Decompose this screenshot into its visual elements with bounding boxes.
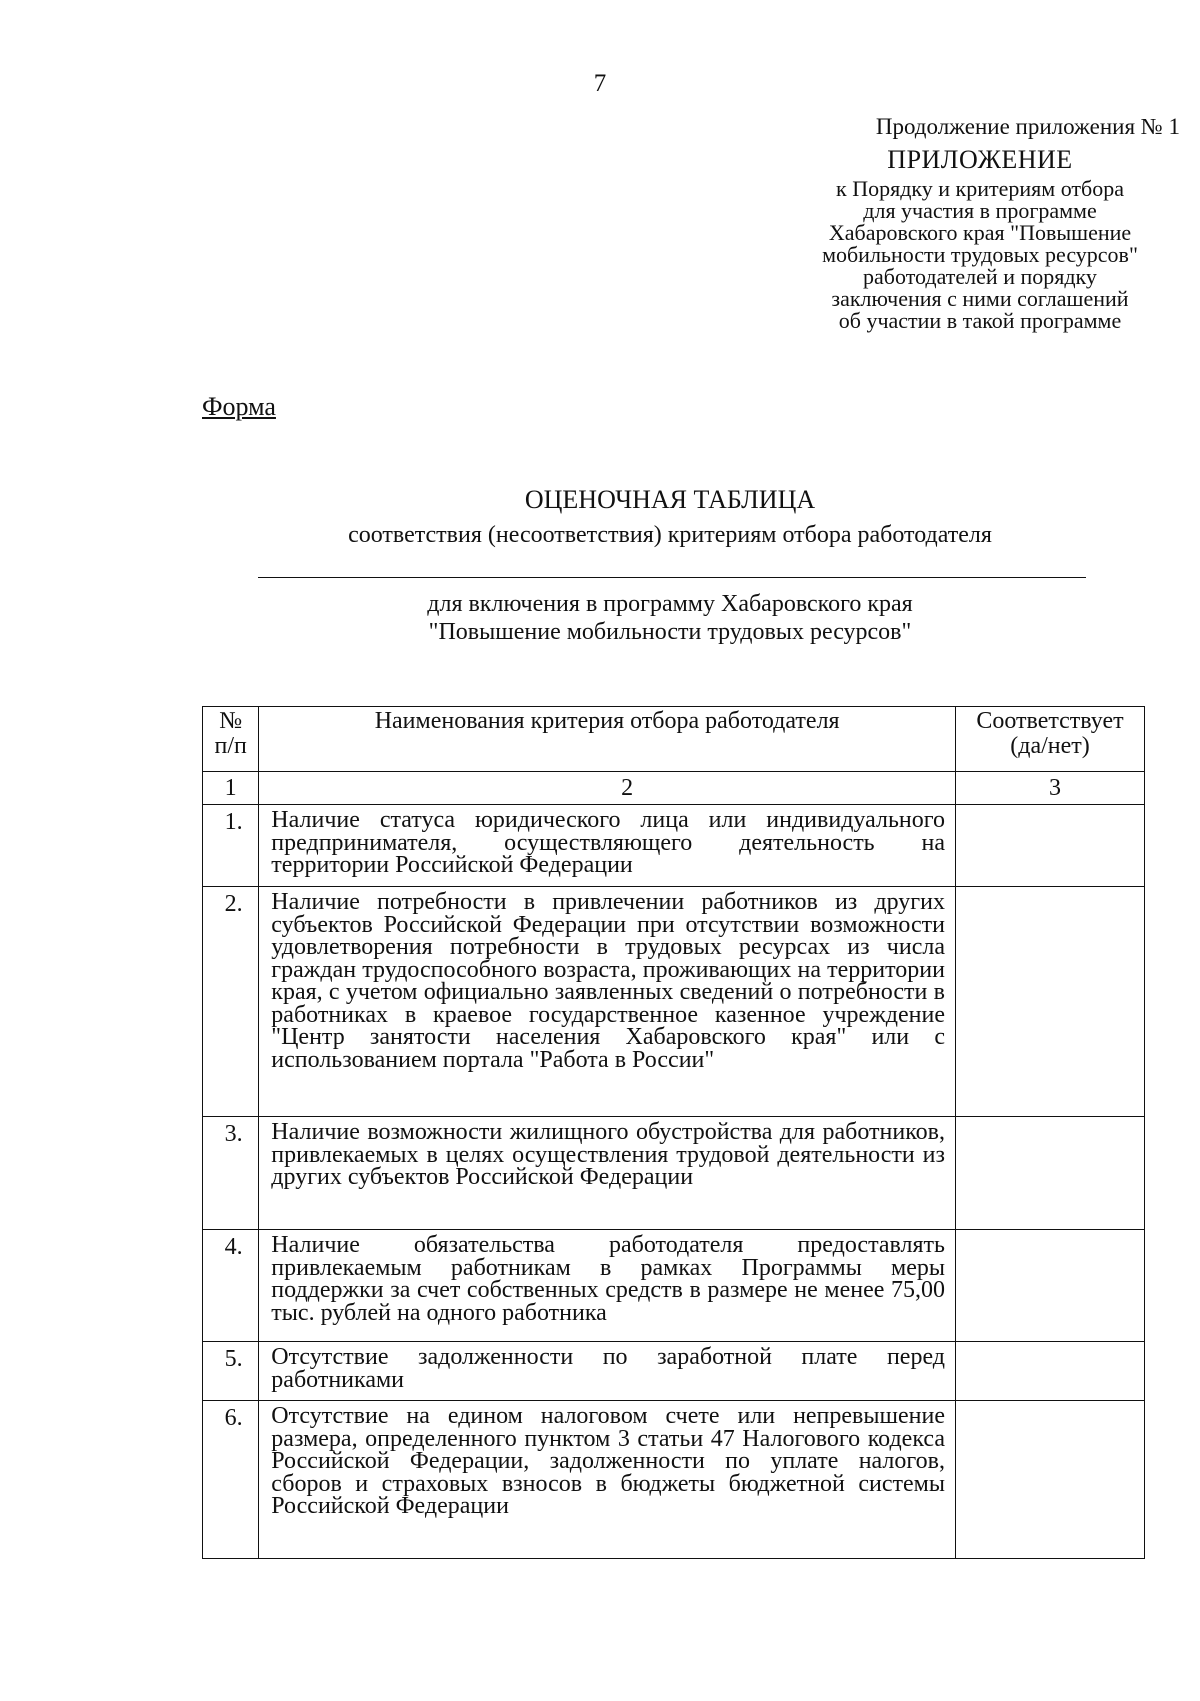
continuation-note: Продолжение приложения № 1 bbox=[875, 114, 1180, 139]
complies-cell[interactable] bbox=[955, 1401, 1144, 1559]
table-row bbox=[203, 1230, 1145, 1342]
table-row bbox=[203, 1117, 1145, 1230]
criterion-text: Наличие возможности жилищного обустройства для работников, привлекаемых в целях осуществления трудовой деятельности из других субъектов Российской Федерации bbox=[259, 1117, 956, 1230]
criterion-text: Наличие статуса юридического лица или индивидуального предпринимателя, осуществляющего деятельность на территории Российской Федерации bbox=[259, 805, 956, 887]
document-subtitle: соответствия (несоответствия) критериям отбора работодателя bbox=[348, 522, 992, 548]
row-number: 5. bbox=[203, 1342, 259, 1401]
column-index: 2 bbox=[259, 772, 956, 805]
document-title: ОЦЕНОЧНАЯ ТАБЛИЦА bbox=[524, 485, 816, 514]
complies-cell[interactable] bbox=[955, 1342, 1144, 1401]
row-number: 3. bbox=[203, 1117, 259, 1230]
criterion-text: Отсутствие задолженности по заработной плате перед работниками bbox=[259, 1342, 956, 1401]
appendix-line: об участии в такой программе bbox=[838, 308, 1122, 333]
appendix-header bbox=[780, 116, 1180, 332]
table-row bbox=[203, 887, 1145, 1117]
complies-cell[interactable] bbox=[955, 805, 1144, 887]
row-number: 1. bbox=[203, 805, 259, 887]
appendix-line: работодателей и порядку bbox=[863, 264, 1097, 289]
purpose-line: "Повышение мобильности трудовых ресурсов" bbox=[428, 619, 912, 645]
row-number: 4. bbox=[203, 1230, 259, 1342]
criterion-text: Наличие обязательства работодателя предоставлять привлекаемым работникам в рамках Программы меры поддержки за счет собственных средств в размере не менее 75,00 тыс. рублей на одного работника bbox=[259, 1230, 956, 1342]
document-purpose bbox=[0, 590, 1200, 646]
page-number: 7 bbox=[593, 70, 607, 97]
appendix-line: заключения с ними соглашений bbox=[831, 286, 1129, 311]
column-index: 3 bbox=[955, 772, 1144, 805]
criterion-text: Наличие потребности в привлечении работников из других субъектов Российской Федерации при отсутствии возможности удовлетворения потребности в трудовых ресурсах из числа граждан трудоспособного возраста, проживающих на территории края, с учетом официально заявленных сведений о потребности в работниках в краевое государственное казенное учреждение "Центр занятости населения Хабаровского края" или с использованием портала "Работа в России" bbox=[259, 887, 956, 1117]
appendix-line: для участия в программе bbox=[863, 198, 1097, 223]
column-index-row bbox=[203, 772, 1145, 805]
column-index: 1 bbox=[203, 772, 259, 805]
complies-cell[interactable] bbox=[955, 1230, 1144, 1342]
appendix-line: к Порядку и критериям отбора bbox=[836, 176, 1124, 201]
table-row bbox=[203, 1401, 1145, 1559]
table-row bbox=[203, 805, 1145, 887]
fill-in-line bbox=[258, 577, 1086, 578]
row-number: 2. bbox=[203, 887, 259, 1117]
complies-cell[interactable] bbox=[955, 1117, 1144, 1230]
appendix-title: ПРИЛОЖЕНИЕ bbox=[887, 145, 1073, 174]
header-number: № п/п bbox=[203, 707, 259, 772]
form-label: Форма bbox=[202, 392, 276, 421]
appendix-line: мобильности трудовых ресурсов" bbox=[822, 242, 1138, 267]
table-header-row bbox=[203, 707, 1145, 772]
evaluation-table bbox=[202, 706, 1145, 1559]
header-complies: Соответствует (да/нет) bbox=[955, 707, 1144, 772]
header-criterion: Наименования критерия отбора работодателя bbox=[259, 707, 956, 772]
criterion-text: Отсутствие на едином налоговом счете или непревышение размера, определенного пунктом 3 статьи 47 Налогового кодекса Российской Федерации, задолженности по уплате налогов, сборов и страховых взносов в бюджеты бюджетной системы Российской Федерации bbox=[259, 1401, 956, 1559]
table-row bbox=[203, 1342, 1145, 1401]
appendix-line: Хабаровского края "Повышение bbox=[828, 220, 1132, 245]
complies-cell[interactable] bbox=[955, 887, 1144, 1117]
purpose-line: для включения в программу Хабаровского края bbox=[427, 591, 913, 617]
row-number: 6. bbox=[203, 1401, 259, 1559]
